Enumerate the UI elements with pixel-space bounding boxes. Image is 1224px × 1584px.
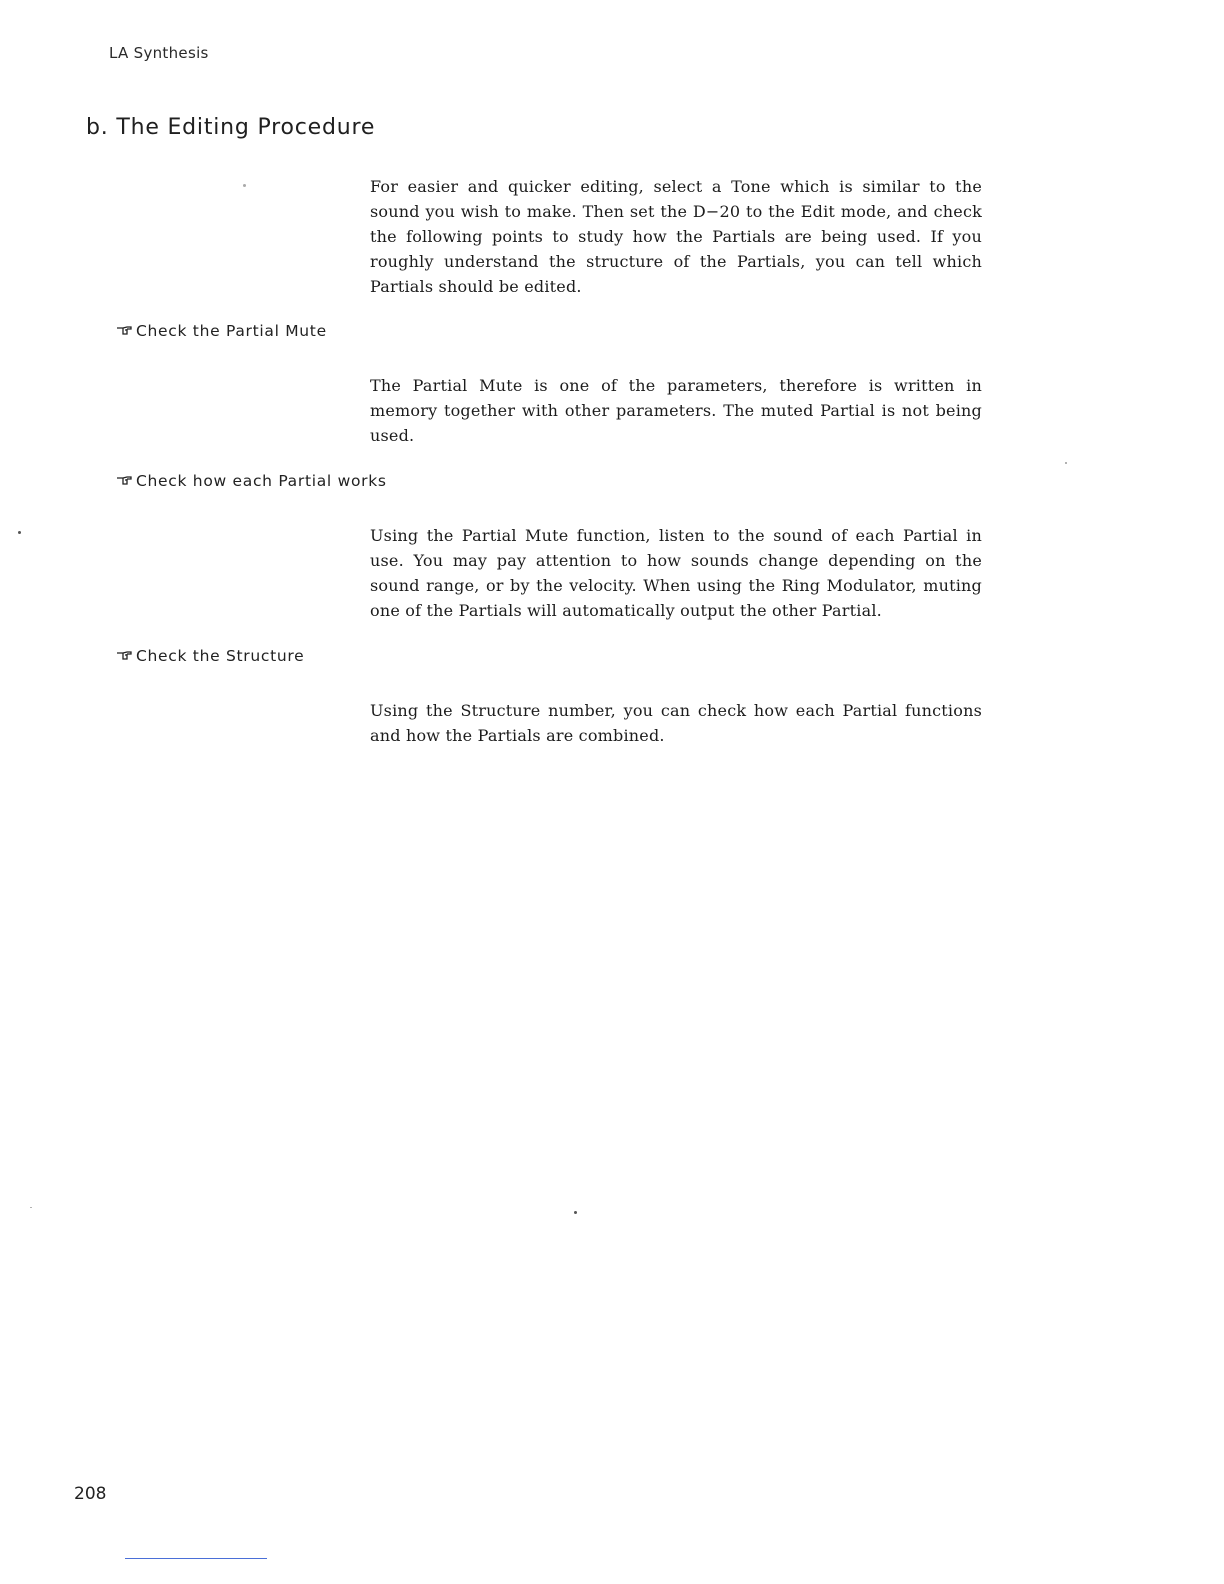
running-head: LA Synthesis [109, 44, 209, 62]
check-heading-label: Check how each Partial works [136, 472, 387, 490]
scan-speck [1065, 462, 1067, 464]
bottom-rule [125, 1558, 267, 1559]
scan-speck [18, 531, 21, 534]
check-paragraph-partial-mute: The Partial Mute is one of the parameters, therefore is written in memory together with other parameters. The muted Partial is not being used. [370, 376, 982, 445]
check-heading-partial-mute [116, 322, 327, 340]
check-heading-structure [116, 647, 304, 665]
scan-speck [574, 1211, 577, 1214]
check-heading-label: Check the Structure [136, 647, 305, 665]
intro-paragraph: For easier and quicker editing, select a Tone which is similar to the sound you wish to make. Then set the D−20 to the Edit mode, and check the following points to study how the Partials are being used. If you roughly understand the structure of the Partials, you can tell which Partials should be edited. [370, 177, 982, 296]
section-title: b. The Editing Procedure [86, 115, 376, 140]
page-number: 208 [74, 1484, 107, 1504]
pointing-hand-icon [116, 476, 132, 485]
pointing-hand-icon [116, 651, 132, 660]
check-paragraph-partial-works: Using the Partial Mute function, listen to the sound of each Partial in use. You may pay attention to how sounds change depending on the sound range, or by the velocity. When using the Ring Modulator, muting one of the Partials will automatically output the other Partial. [370, 526, 982, 620]
check-heading-label: Check the Partial Mute [136, 322, 327, 340]
scan-speck [243, 184, 246, 187]
scan-speck [30, 1207, 32, 1208]
pointing-hand-icon [116, 326, 132, 335]
check-paragraph-structure: Using the Structure number, you can check how each Partial functions and how the Partials are combined. [370, 701, 982, 745]
check-heading-partial-works [116, 472, 387, 490]
